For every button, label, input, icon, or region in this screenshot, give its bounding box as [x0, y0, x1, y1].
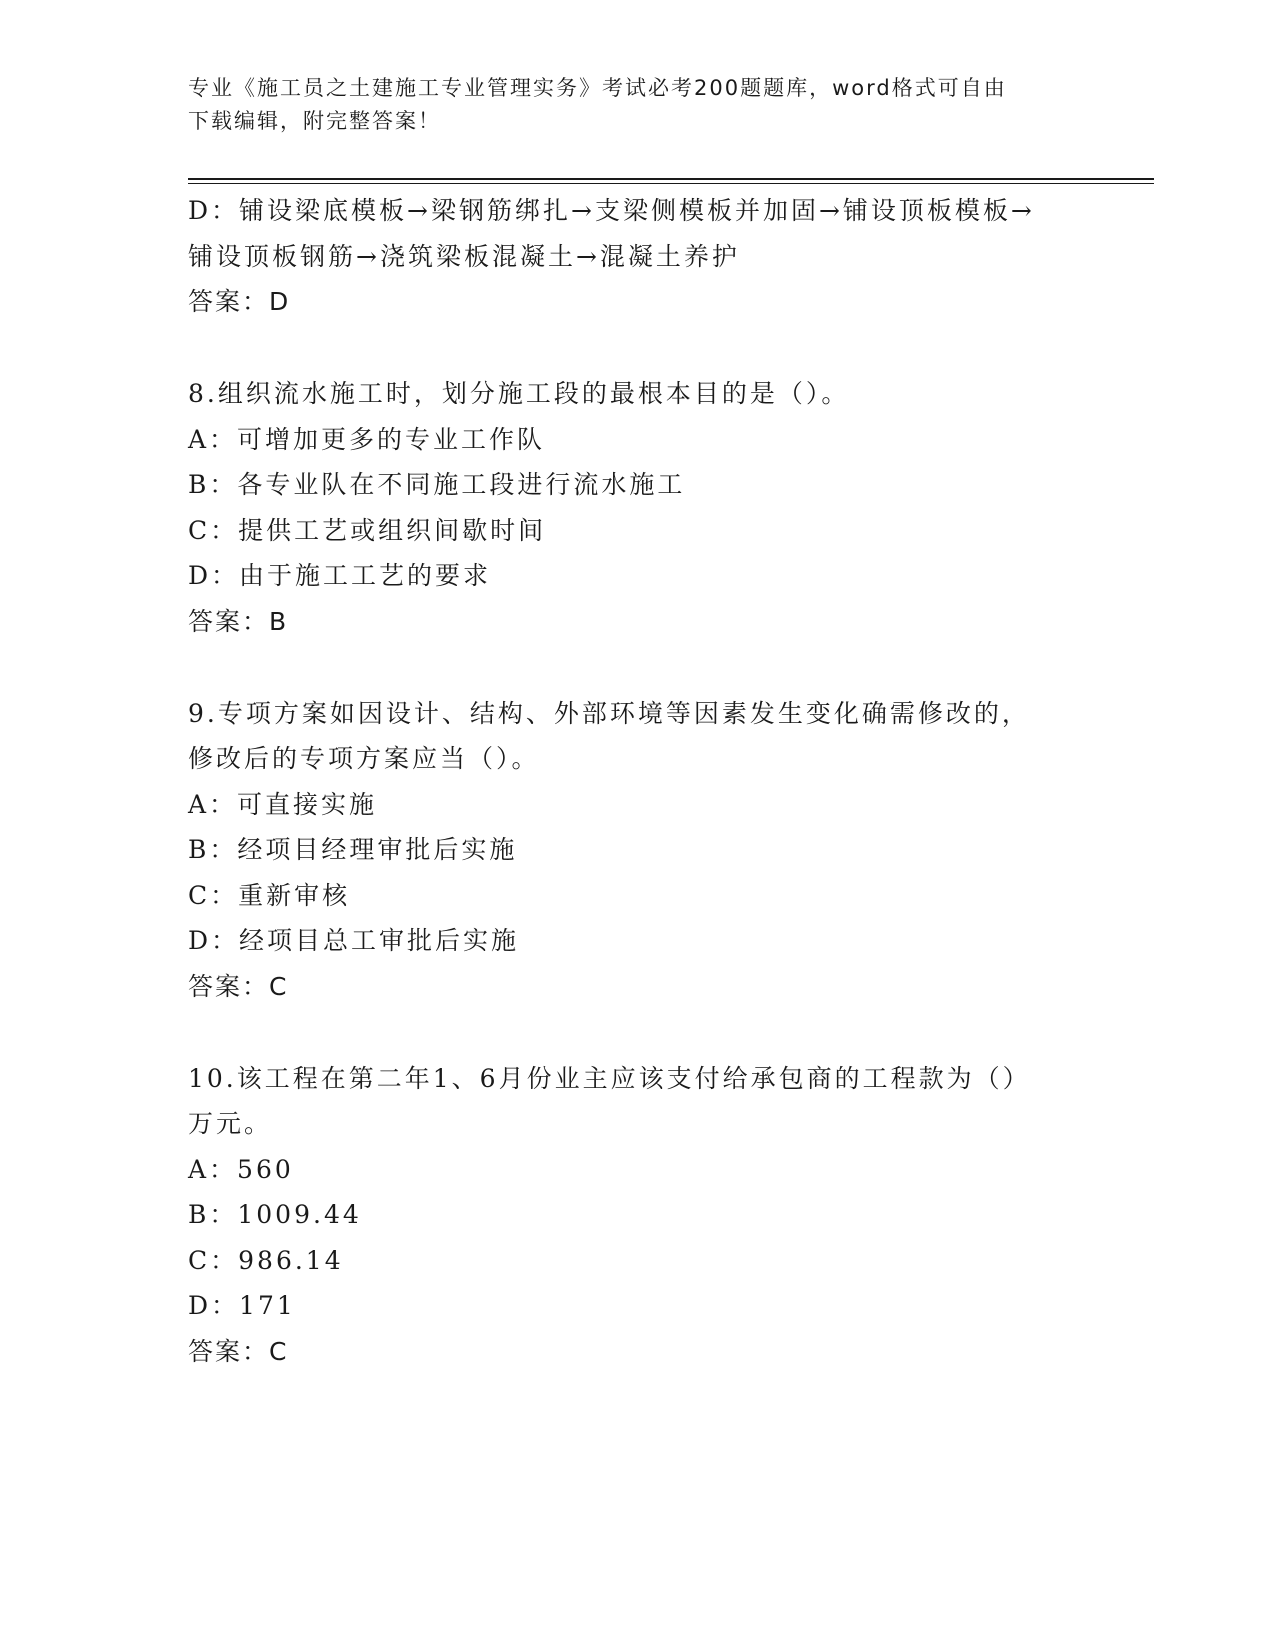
option-b: B：各专业队在不同施工段进行流水施工	[188, 470, 686, 499]
option-c: C：986.14	[188, 1245, 344, 1275]
question-list	[188, 188, 1088, 1375]
option-d: D：经项目总工审批后实施	[188, 926, 520, 955]
option-c: C：提供工艺或组织间歇时间	[188, 515, 547, 545]
header-line-2: 下载编辑，附完整答案！	[188, 109, 441, 133]
question-stem: 8.组织流水施工时，划分施工段的最根本目的是（）。	[188, 379, 850, 408]
answer: 答案：C	[188, 971, 289, 1001]
spacer	[188, 325, 1088, 371]
option-a: A：可直接实施	[188, 789, 378, 819]
question-8	[188, 371, 1088, 645]
option-d: D：由于施工工艺的要求	[188, 561, 492, 590]
header-divider-thick	[188, 178, 1154, 180]
question-stem-line-2: 修改后的专项方案应当（）。	[188, 744, 540, 773]
option-d: D：171	[188, 1291, 296, 1320]
question-stem-line-1: 9.专项方案如因设计、结构、外部环境等因素发生变化确需修改的，	[188, 698, 1030, 728]
option-c: C：重新审核	[188, 880, 351, 910]
spacer	[188, 1010, 1088, 1056]
question-stem-line-2: 万元。	[188, 1109, 273, 1138]
option-a: A：可增加更多的专业工作队	[188, 424, 546, 454]
option-b: B：1009.44	[188, 1200, 362, 1229]
header-line-1: 专业《施工员之土建施工专业管理实务》考试必考200题题库，word格式可自由	[188, 76, 1007, 100]
question-stem-line-1: 10.该工程在第二年1、6月份业主应该支付给承包商的工程款为（）	[188, 1063, 1031, 1093]
question-10	[188, 1056, 1088, 1375]
option-a: A：560	[188, 1154, 294, 1184]
option-d-line-2: 铺设顶板钢筋→浇筑梁板混凝土→混凝土养护	[188, 241, 740, 271]
question-7-continued	[188, 188, 1088, 325]
answer: 答案：D	[188, 287, 291, 316]
answer: 答案：B	[188, 606, 289, 636]
header-divider-thin	[188, 183, 1154, 184]
spacer	[188, 645, 1088, 691]
document-header	[188, 72, 1068, 138]
question-9	[188, 691, 1088, 1010]
answer: 答案：C	[188, 1336, 289, 1366]
option-b: B：经项目经理审批后实施	[188, 835, 518, 864]
option-d-line-1: D：铺设梁底模板→梁钢筋绑扎→支梁侧模板并加固→铺设顶板模板→	[188, 196, 1035, 225]
